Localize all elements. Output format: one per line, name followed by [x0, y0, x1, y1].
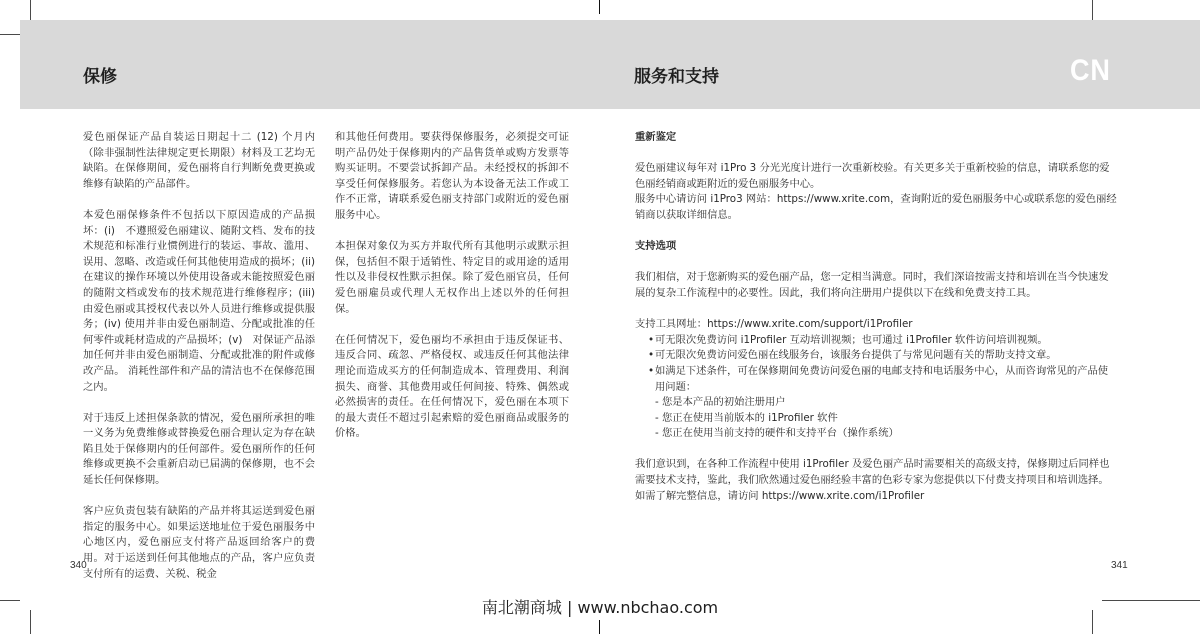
recalibration-text [635, 161, 1117, 223]
support-tools-url[interactable]: 支持工具网址：https://www.xrite.com/support/i1Profiler [635, 318, 913, 331]
support-conditions [635, 395, 1117, 442]
warranty-column-2 [335, 130, 569, 457]
support-options-heading: 支持选项 [635, 240, 677, 253]
warranty-column-1 [83, 130, 326, 598]
support-bullet [635, 333, 1117, 349]
recalibration-text-1: 爱色丽建议每年对 i1Pro 3 分光光度计进行一次重新校验。有关更多关于重新校验的信息，请联系您的爱色丽经销商或距附近的爱色丽服务中心。 [635, 162, 1110, 190]
condition-item: - 您正在使用当前支持的硬件和支持平台（操作系统） [655, 427, 899, 440]
support-closing: 我们意识到，在各种工作流程中使用 i1Profiler 及爱色丽产品时需要相关的高级支持，保修期过后同样也需要技术支持，鉴此，我们欣然通过爱色丽经验丰富的色彩专家为您提供以下付费支持项目和培训选择。如需了解完整信息，请访问 https://www.xrite.com/i1Profiler [635, 458, 1110, 502]
condition-item: - 您正在使用当前版本的 i1Profiler 软件 [655, 411, 838, 424]
service-support-title: 服务和支持 [634, 67, 719, 87]
bullet-text: 可无限次免费访问 i1Profiler 互动培训视频；也可通过 i1Profiler 软件访问培训视频。 [655, 333, 1048, 346]
condition-item: - 您是本产品的初始注册用户 [655, 396, 786, 409]
support-intro: 我们相信，对于您新购买的爱色丽产品，您一定相当满意。同时，我们深谙按需支持和培训在当今快速发展的复杂工作流程中的必要性。因此，我们将向注册用户提供以下在线和免费支持工具。 [635, 271, 1109, 299]
warranty-title: 保修 [83, 67, 117, 87]
crop-mark [0, 34, 20, 35]
bullet-text: 如满足下述条件，可在保修期间免费访问爱色丽的电邮支持和电话服务中心，从而咨询常见的产品使用问题： [655, 364, 1109, 393]
support-bullet [635, 348, 1117, 364]
footer-watermark: 南北潮商城 | www.nbchao.com [481, 598, 719, 617]
recalibration-text-2: 服务中心请访问 i1Pro3 网站：https://www.xrite.com，查询附近的爱色丽服务中心或联系您的爱色丽经销商以获取详细信息。 [635, 193, 1117, 221]
warranty-paragraph: 本担保对象仅为买方并取代所有其他明示或默示担保，包括但不限于适销性、特定目的或用途的适用性以及非侵权性默示担保。除了爱色丽官员，任何爱色丽雇员或代理人无权作出上述以外的任何担保。 [335, 240, 569, 315]
bullet-text: 可无限次免费访问爱色丽在线服务台，该服务台提供了与常见问题有关的帮助支持文章。 [655, 349, 1057, 362]
warranty-paragraph: 和其他任何费用。要获得保修服务，必须提交可证明产品仍处于保修期内的产品售货单或购方发票等购买证明。不要尝试拆卸产品。未经授权的拆卸不享受任何保修服务。若您认为本设备无法工作或工作不正常，请联系爱色丽支持部门或附近的爱色丽服务中心。 [335, 131, 569, 221]
crop-mark [599, 620, 600, 634]
support-tools-block [635, 317, 1117, 442]
warranty-paragraph: 在任何情况下，爱色丽均不承担由于违反保证书、违反合同、疏忽、严格侵权、或违反任何其他法律理论而造成买方的任何制造成本、管理费用、利润损失、商誉、其他费用或任何间接、特殊、偶然或必然损害的责任。在任何情况下，爱色丽在本项下的最大责任不超过引起索赔的爱色丽商品或服务的价格。 [335, 333, 569, 440]
crop-mark [599, 0, 600, 14]
bullet-icon: • [648, 364, 655, 377]
warranty-paragraph: 本爱色丽保修条件不包括以下原因造成的产品损坏：(i) 不遵照爱色丽建议、随附文档、发布的技术规范和标准行业惯例进行的装运、事故、滥用、误用、忽略、改造或任何其他使用造成的损坏；(ii) 在建议的操作环境以外使用设备或未能按照爱色丽的随附文档或发布的技术规范进行维修程序；(iii) 由爱色丽或其授权代表以外人员进行维修或提供服务；(iv) 使用并非由爱色丽制造、分配或批准的任何零件或耗材造成的产品损坏；(v) 对保证产品添加任何并非由爱色丽制造、分配或批准的附件或修改产品。 消耗性部件和产品的清洁也不在保修范围之内。 [83, 208, 326, 393]
service-support-column [635, 130, 1117, 520]
page-number-right: 341 [1111, 560, 1128, 571]
support-bullet-list [635, 333, 1117, 395]
header-banner [20, 20, 1200, 109]
warranty-paragraph: 对于违反上述担保条款的情况，爱色丽所承担的唯一义务为免费维修或替换爱色丽合理认定为存在缺陷且处于保修期内的任何部件。爱色丽所作的任何维修或更换不会重新启动已届满的保修期，也不会延长任何保修期。 [83, 411, 315, 487]
bullet-icon: • [648, 333, 655, 346]
page-number-left: 340 [70, 560, 87, 571]
recalibration-heading: 重新鉴定 [635, 131, 677, 143]
support-bullet [635, 364, 1117, 395]
bullet-icon: • [648, 349, 655, 362]
warranty-paragraph: 爱色丽保证产品自装运日期起十二 (12) 个月内（除非强制性法律规定更长期限）材料及工艺均无缺陷。在保修期间，爱色丽将自行判断免费更换或维修有缺陷的产品部件。 [83, 131, 315, 190]
warranty-paragraph: 客户应负责包装有缺陷的产品并将其运送到爱色丽指定的服务中心。如果运送地址位于爱色丽服务中心地区内，爱色丽应支付将产品返回给客户的费用。对于运送到任何其他地点的产品，客户应负责支付所有的运费、关税、税金 [83, 505, 315, 580]
language-badge: CN [1070, 54, 1111, 87]
